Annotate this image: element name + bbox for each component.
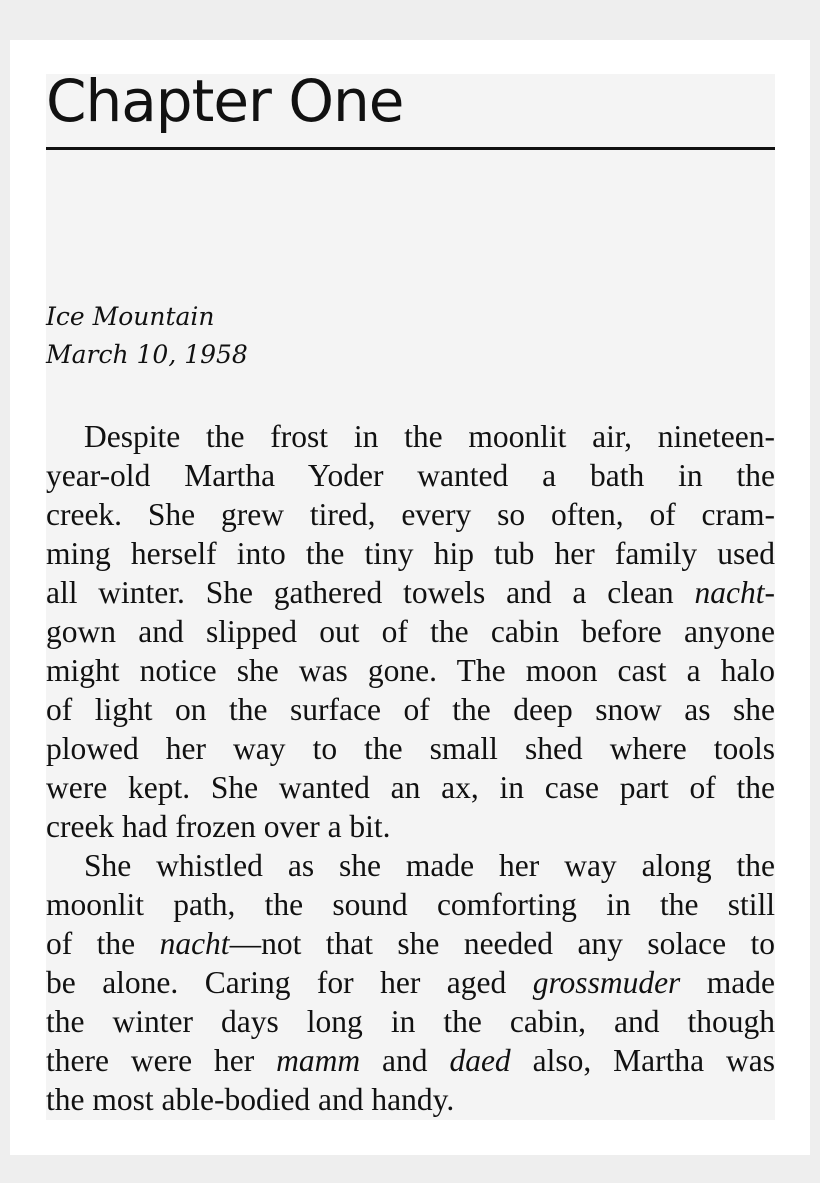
- text-run: also, Martha was: [510, 1043, 775, 1078]
- chapter-title: Chapter One: [46, 67, 404, 135]
- text-run: of the: [46, 926, 160, 961]
- text-line: creek had frozen over a bit.: [46, 809, 391, 844]
- text-line: moonlit path, the sound comforting in the still: [46, 887, 775, 922]
- italic-word: grossmuder: [532, 965, 681, 1000]
- dateline-date: March 10, 1958: [46, 340, 248, 369]
- text-block: [46, 67, 775, 1120]
- chapter-body: [46, 417, 775, 1119]
- text-line: [46, 963, 775, 1002]
- paragraph-1: [46, 417, 775, 846]
- paragraph-2: [46, 846, 775, 1119]
- text-run: and: [360, 1043, 450, 1078]
- text-line: plowed her way to the small shed where tools: [46, 731, 775, 766]
- book-page: [10, 40, 810, 1155]
- text-line: were kept. She wanted an ax, in case part of the: [46, 770, 775, 805]
- text-line: She whistled as she made her way along the: [84, 848, 775, 883]
- text-line: year-old Martha Yoder wanted a bath in the: [46, 458, 775, 493]
- text-line: [46, 924, 775, 963]
- text-line: [46, 1041, 775, 1080]
- dateline-place: Ice Mountain: [46, 302, 215, 331]
- text-run: all winter. She gathered towels and a clean: [46, 575, 695, 610]
- text-line: creek. She grew tired, every so often, of cram-: [46, 497, 775, 532]
- text-line: ming herself into the tiny hip tub her family used: [46, 536, 775, 571]
- text-run: —not that she needed any solace to: [229, 926, 775, 961]
- text-line: might notice she was gone. The moon cast a halo: [46, 653, 775, 688]
- dateline: [46, 298, 248, 374]
- italic-word: nacht-: [694, 575, 775, 610]
- text-run: be alone. Caring for her aged: [46, 965, 533, 1000]
- italic-word: nacht: [159, 926, 230, 961]
- text-line: the winter days long in the cabin, and though: [46, 1004, 775, 1039]
- title-rule: [46, 147, 775, 150]
- text-line: [46, 573, 775, 612]
- italic-word: daed: [449, 1043, 511, 1078]
- text-line: gown and slipped out of the cabin before anyone: [46, 614, 775, 649]
- text-line: the most able-bodied and handy.: [46, 1082, 455, 1117]
- text-line: Despite the frost in the moonlit air, nineteen-: [84, 419, 775, 454]
- text-line: of light on the surface of the deep snow as she: [46, 692, 775, 727]
- text-run: made: [680, 965, 775, 1000]
- text-run: there were her: [46, 1043, 277, 1078]
- italic-word: mamm: [276, 1043, 361, 1078]
